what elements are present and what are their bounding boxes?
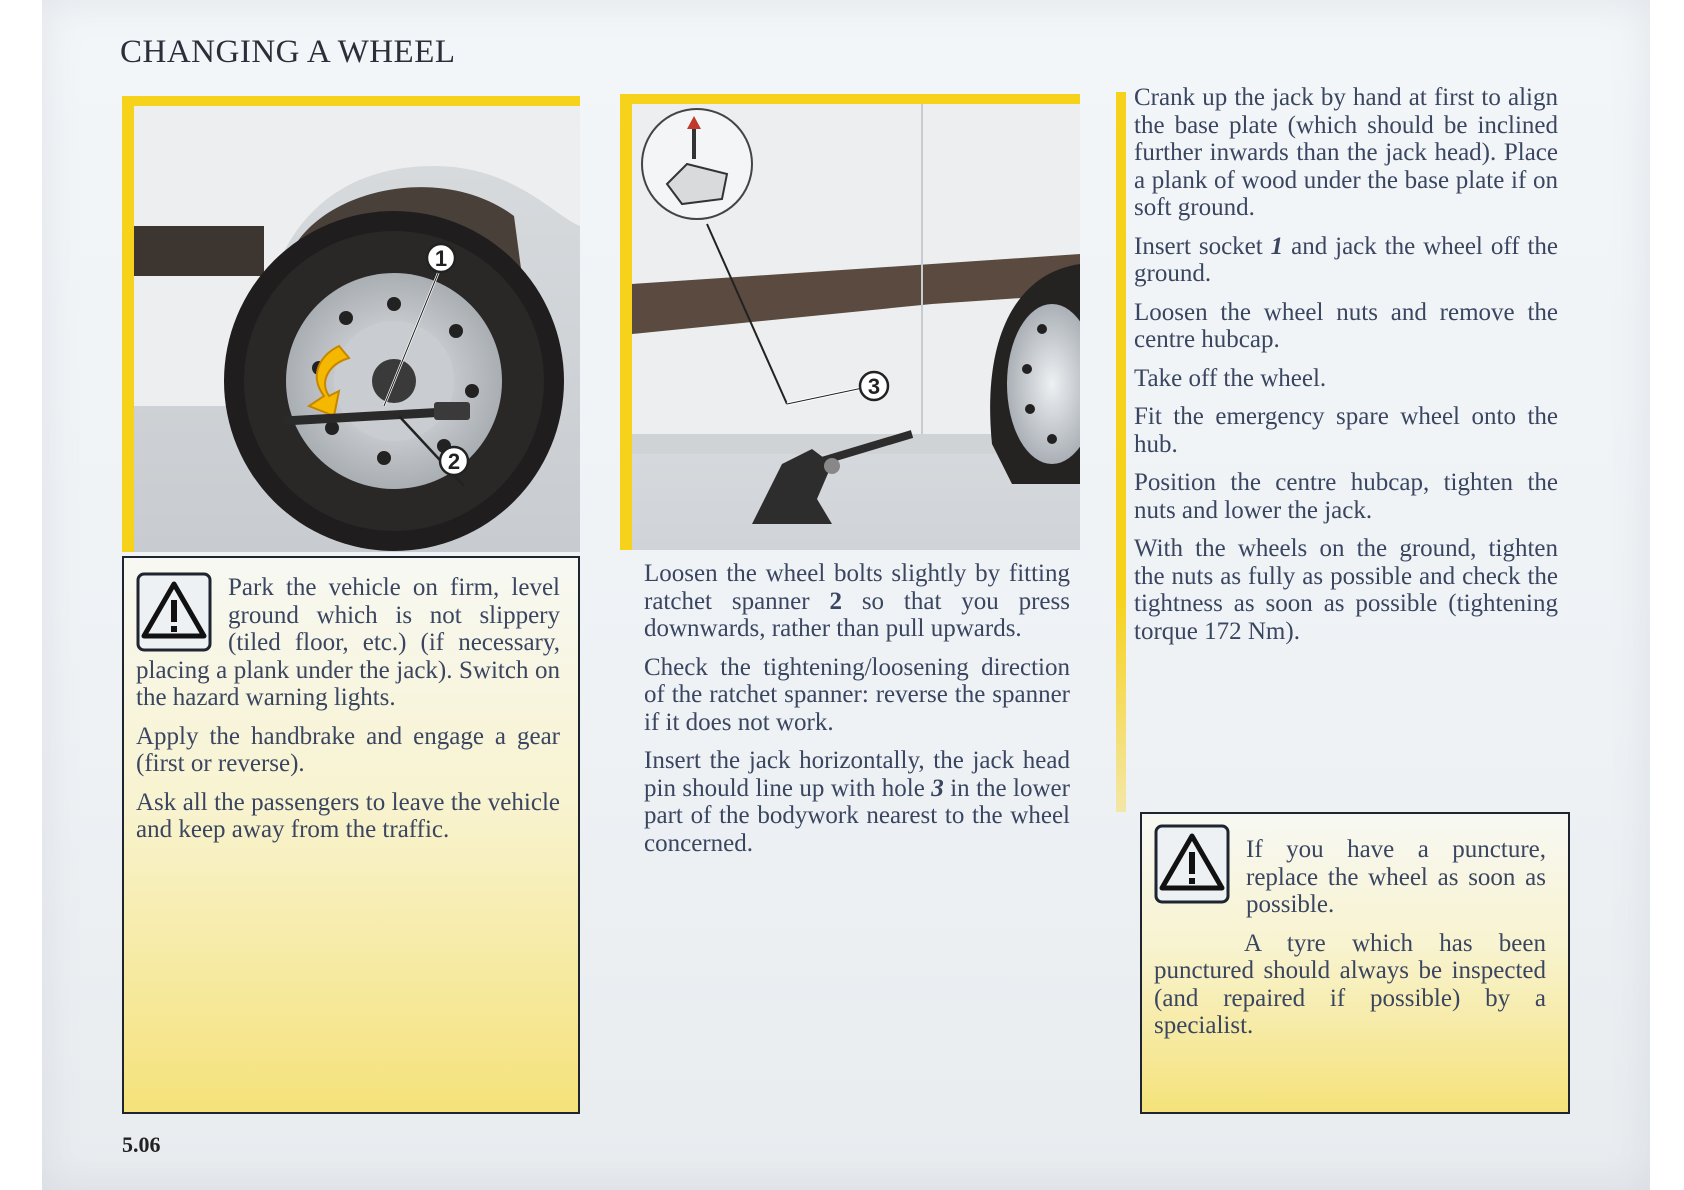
warning-box-left [122,556,580,1114]
figure-wheel-nuts [122,96,580,552]
yellow-bar-top [122,96,580,106]
right-p6: Position the centre hubcap, tighten the nuts and lower the jack. [1134,469,1558,524]
callout-3-label: 3 [867,374,881,399]
page-number: 5.06 [122,1132,161,1157]
figure-jack-position [620,94,1080,550]
page-title: CHANGING A WHEEL [120,34,456,70]
warning-triangle-icon [136,572,212,652]
right-column [1134,84,1558,656]
warning-right-p1: If you have a puncture, replace the wheel as soon as possible. [1246,836,1546,918]
middle-column [644,560,1070,868]
right-column-yellow-bar [1116,92,1126,812]
warning-triangle-icon [1154,824,1230,904]
right-p7: With the wheels on the ground, tighten the nuts as fully as possible and check the tightness as soon as possible (tightening torque 172 Nm). [1134,535,1558,645]
right-p1: Crank up the jack by hand at first to align the base plate (which should be inclined further inwards than the jack head). Place a plank of wood under the base plate if on soft ground. [1134,84,1558,221]
yellow-bar-left-2 [620,94,632,550]
warning-box-right [1140,812,1570,1114]
right-p2: Insert socket 1 and jack the wheel off the ground. [1134,232,1558,287]
right-p4: Take off the wheel. [1134,364,1327,392]
warning-left-p1: Park the vehicle on firm, level ground which is not slippery (tiled floor, etc.) (if necessary, placing a plank under the jack). Switch on the hazard warning lights. [136,574,560,711]
middle-p3: Insert the jack horizontally, the jack head pin should line up with hole 3 in the lower part of the bodywork nearest to the wheel concerned. [644,747,1070,857]
warning-left-p2: Apply the handbrake and engage a gear (first or reverse). [136,722,560,777]
yellow-bar-left [122,96,134,552]
right-p5: Fit the emergency spare wheel onto the hub. [1134,403,1558,458]
callout-1-label: 1 [434,246,448,271]
warning-left-p3: Ask all the passengers to leave the vehicle and keep away from the traffic. [136,788,560,843]
wheel-photo [134,106,580,552]
warning-right-p2: A tyre which has been punctured should always be inspected (and repaired if possible) by a specialist. [1154,929,1546,1039]
jack-photo [632,104,1080,550]
middle-p2: Check the tightening/loosening direction of the ratchet spanner: reverse the spanner if it does not work. [644,653,1070,736]
callout-2-label: 2 [447,449,461,474]
middle-p1: Loosen the wheel bolts slightly by fitting ratchet spanner 2 so that you press downwards, rather than pull upwards. [644,560,1070,642]
right-p3: Loosen the wheel nuts and remove the centre hubcap. [1134,298,1558,353]
yellow-bar-top-2 [620,94,1080,104]
